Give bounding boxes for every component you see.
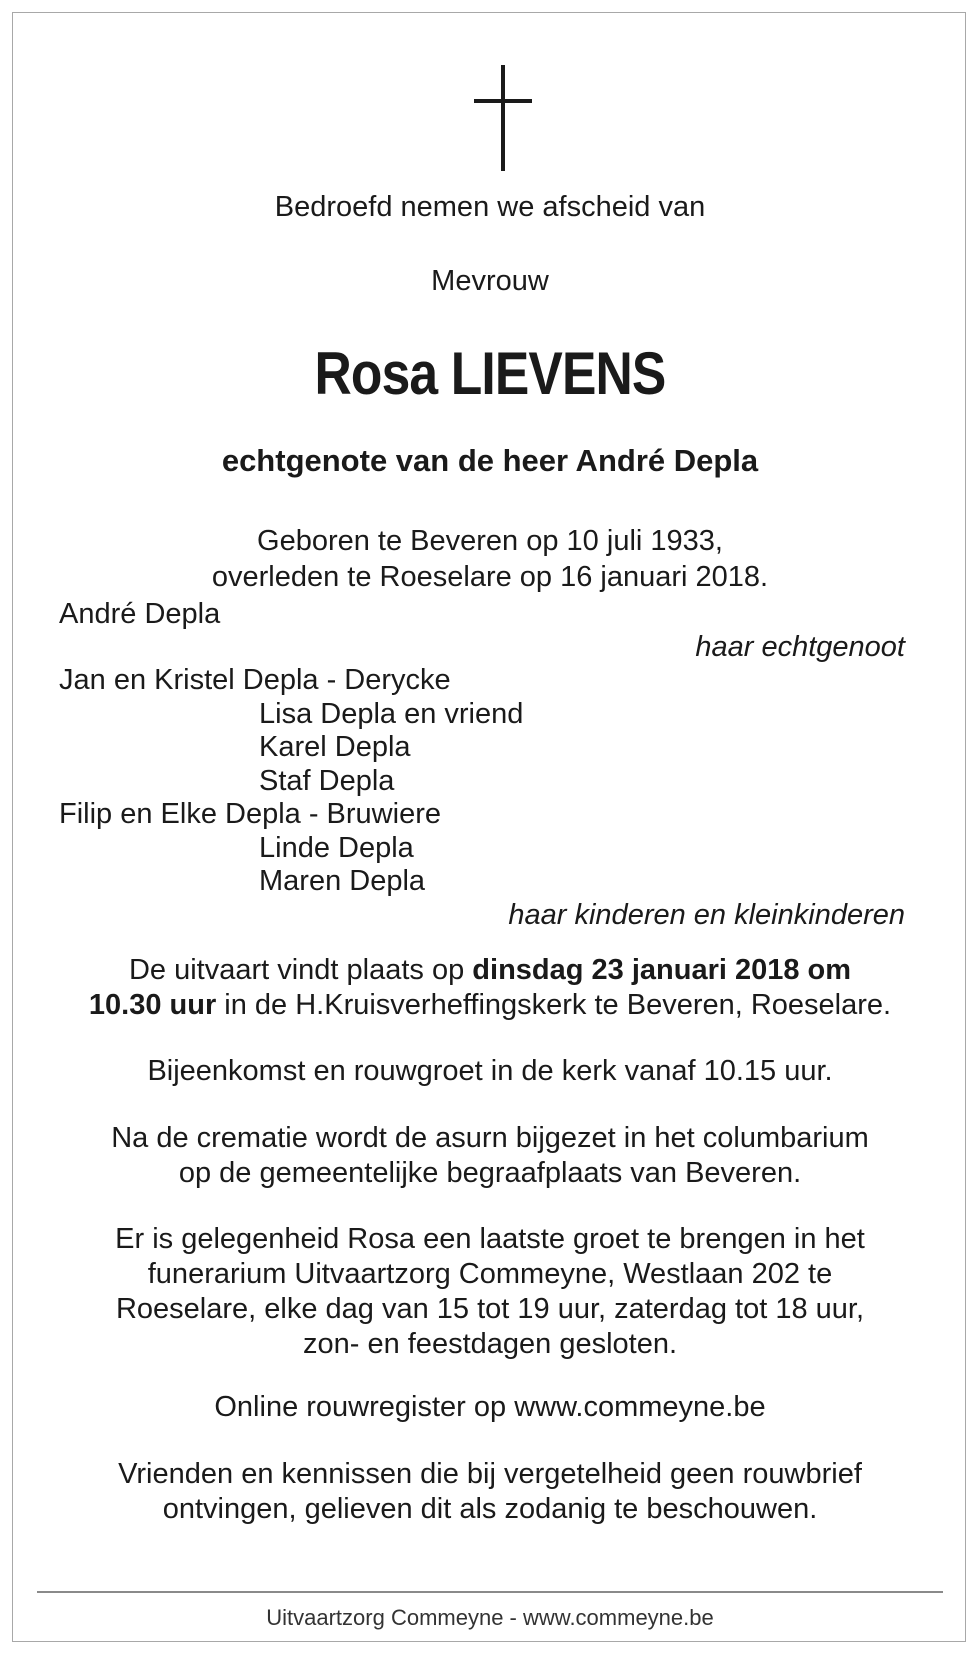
- intro-text: Bedroefd nemen we afscheid van: [274, 191, 706, 223]
- family-child: Filip en Elke Depla - Bruwiere: [59, 798, 441, 830]
- family-spouse-role: haar echtgenoot: [695, 631, 905, 663]
- cross-icon: [474, 65, 532, 171]
- birth-line: Geboren te Beveren op 10 juli 1933,: [257, 525, 723, 557]
- online-register: Online rouwregister op www.commeyne.be: [214, 1391, 766, 1423]
- honorific: Mevrouw: [431, 265, 549, 297]
- family-grandchild: Lisa Depla en vriend: [259, 698, 524, 730]
- birth-death-info: [13, 523, 967, 595]
- footer-text: Uitvaartzorg Commeyne - www.commeyne.be: [266, 1605, 714, 1630]
- funeral-date: dinsdag 23 januari 2018 om: [472, 954, 852, 986]
- closing-note: [43, 1457, 937, 1527]
- spouse-line: echtgenote van de heer André Depla: [221, 443, 759, 478]
- funeral-location: in de H.Kruisverheffingskerk te Beveren, Roeselare.: [216, 989, 892, 1021]
- deceased-name: Rosa LIEVENS: [314, 340, 666, 407]
- family-spouse-name: André Depla: [59, 598, 221, 630]
- visitation-line: funerarium Uitvaartzorg Commeyne, Westlaan 202 te: [147, 1258, 833, 1290]
- death-line: overleden te Roeselare op 16 januari 2018.: [211, 561, 769, 593]
- family-grandchild: Staf Depla: [259, 765, 395, 797]
- family-grandchild: Maren Depla: [259, 865, 426, 897]
- closing-line: ontvingen, gelieven dit als zodanig te beschouwen.: [162, 1493, 818, 1525]
- family-child: Jan en Kristel Depla - Derycke: [59, 664, 451, 696]
- visitation-info: [43, 1222, 937, 1362]
- funeral-time: 10.30 uur: [88, 989, 217, 1021]
- funeral-prefix: De uitvaart vindt plaats op: [128, 954, 473, 986]
- family-grandchild: Karel Depla: [259, 731, 411, 763]
- visitation-line: Er is gelegenheid Rosa een laatste groet te brengen in het: [115, 1223, 865, 1255]
- family-children-role: haar kinderen en kleinkinderen: [508, 899, 905, 931]
- obituary-card: [12, 12, 966, 1642]
- gathering-info: Bijeenkomst en rouwgroet in de kerk vanaf 10.15 uur.: [147, 1055, 833, 1087]
- visitation-line: zon- en feestdagen gesloten.: [302, 1328, 678, 1360]
- family-grandchild: Linde Depla: [259, 832, 414, 864]
- visitation-line: Roeselare, elke dag van 15 tot 19 uur, zaterdag tot 18 uur,: [115, 1293, 865, 1325]
- cremation-line: op de gemeentelijke begraafplaats van Beveren.: [178, 1157, 802, 1189]
- closing-line: Vrienden en kennissen die bij vergetelheid geen rouwbrief: [118, 1458, 862, 1490]
- cremation-line: Na de crematie wordt de asurn bijgezet in het columbarium: [111, 1122, 869, 1154]
- footer-divider: [37, 1591, 943, 1593]
- cremation-info: [43, 1121, 937, 1191]
- funeral-info: [43, 953, 937, 1023]
